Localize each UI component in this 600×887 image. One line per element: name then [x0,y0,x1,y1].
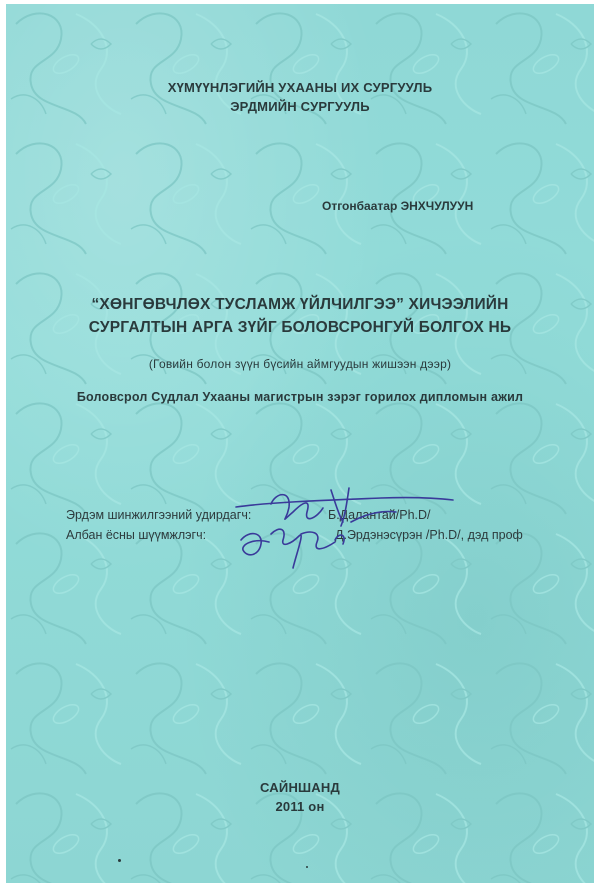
handwritten-signature [231,482,461,577]
thesis-cover [6,4,594,883]
thesis-title-line-1: “ХӨНГӨВЧЛӨХ ТУСЛАМЖ ҮЙЛЧИЛГЭЭ” ХИЧЭЭЛИЙН [91,296,509,313]
school-name: ЭРДМИЙН СУРГУУЛЬ [230,99,370,114]
supervisor-label: Эрдэм шинжилгээний удирдагч: [66,508,252,522]
author-name: Отгонбаатар ЭНХЧУЛУУН [322,199,474,213]
degree-statement: Боловсрол Судлал Ухааны магистрын зэрэг горилох дипломын ажил [76,390,524,404]
year: 2011 он [275,799,325,814]
speck [306,866,308,868]
reviewer-label: Албан ёсны шүүмжлэгч: [66,528,207,542]
university-name: ХҮМҮҮНЛЭГИЙН УХААНЫ ИХ СУРГУУЛЬ [167,80,433,95]
decorative-damask-pattern [6,4,594,883]
city: САЙНШАНД [260,780,340,795]
thesis-title-line-2: СУРГАЛТЫН АРГА ЗҮЙГ БОЛОВСРОНГУЙ БОЛГОХ НЬ [88,319,512,336]
thesis-subtitle: (Говийн болон зүүн бүсийн аймгуудын жишээн дээр) [148,357,452,371]
speck [118,859,121,862]
reviewer-name: Д.Эрдэнэсүрэн /Ph.D/, дэд проф [335,528,523,542]
supervisor-name: Б.Далантай/Ph.D/ [328,508,431,522]
